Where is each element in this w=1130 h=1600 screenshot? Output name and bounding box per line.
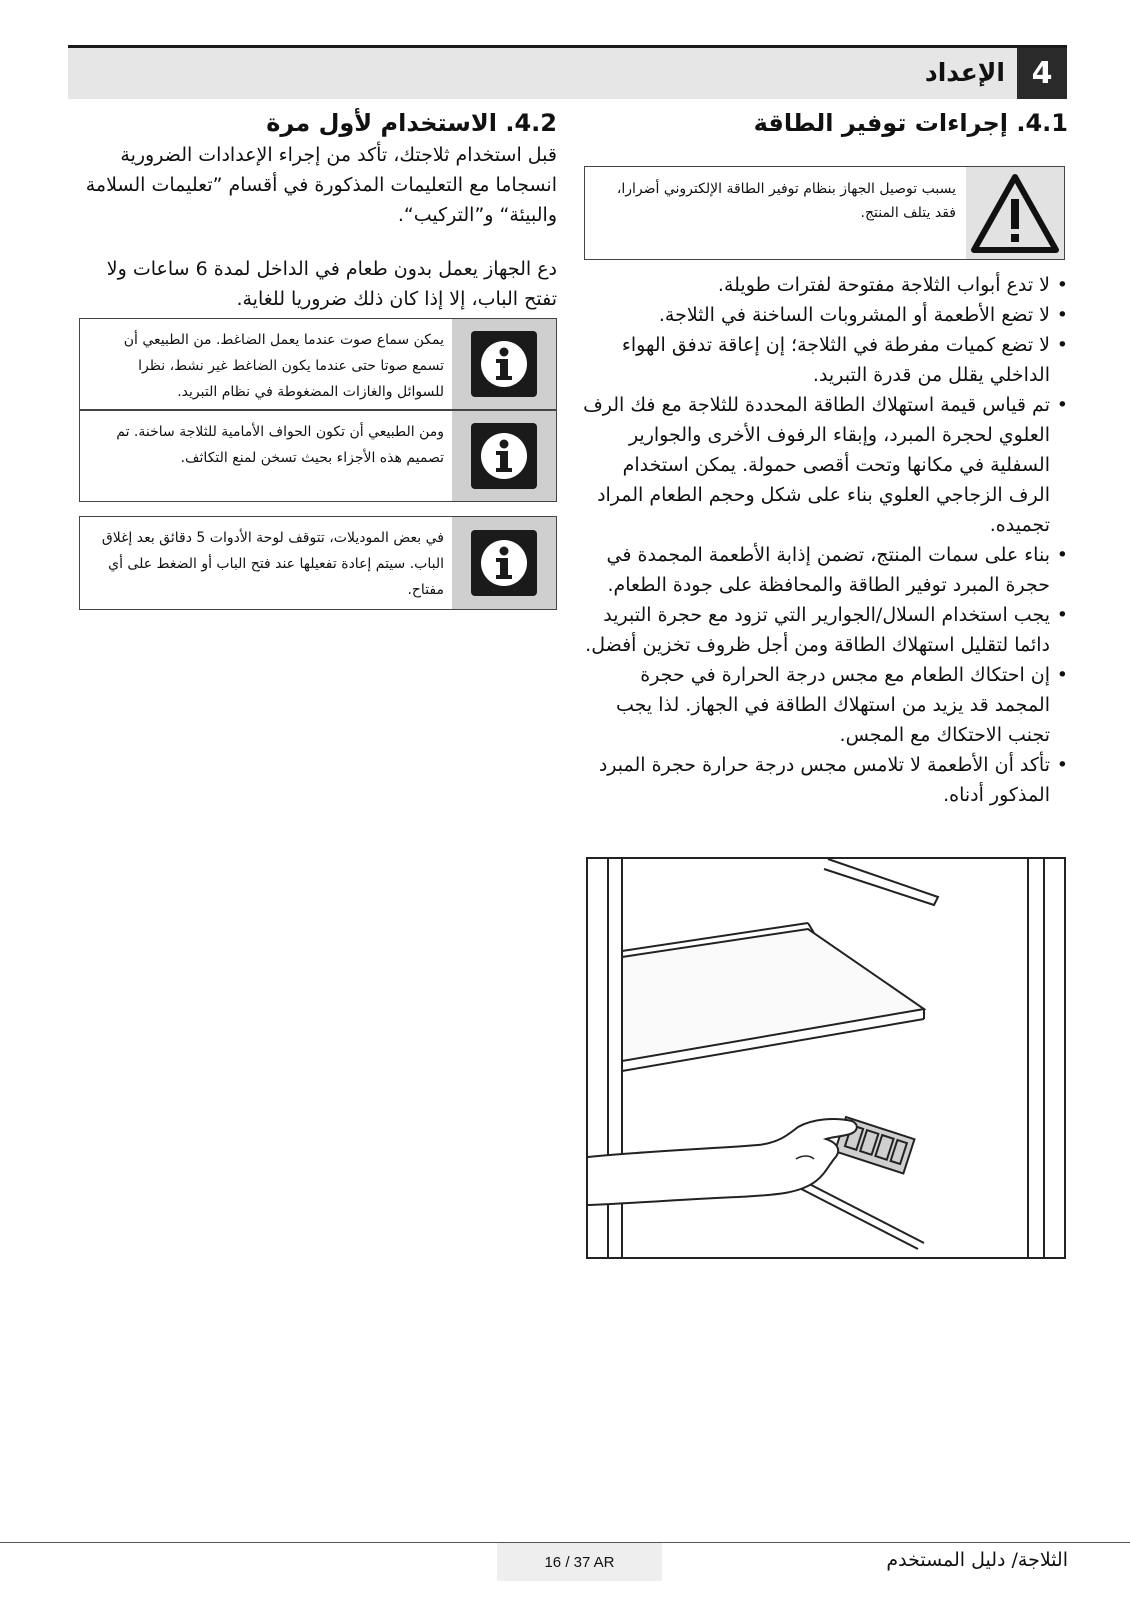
warning-box [584, 166, 1065, 260]
info-icon-cell [452, 517, 556, 609]
warning-icon-cell [966, 167, 1064, 259]
footer-doc-title: الثلاجة/ دليل المستخدم [886, 1549, 1068, 1571]
warning-text: يسبب توصيل الجهاز بنظام توفير الطاقة الإلكتروني أضرارا، فقد يتلف المنتج. [616, 181, 956, 221]
list-item: • تم قياس قيمة استهلاك الطاقة المحددة للثلاجة مع فك الرف العلوي لحجرة المبرد، وإبقاء الرفوف الأخرى والجوارير السفلية في مكانها وتحت أقصى حمولة. يمكن استخدام الرف الزجاجي العلوي بناء على شكل وحجم الطعام المراد تجميده. [580, 390, 1068, 540]
energy-saving-list [580, 270, 1068, 810]
first-use-wait-text: دع الجهاز يعمل بدون طعام في الداخل لمدة 6 ساعات ولا تفتح الباب، إلا إذا كان ذلك ضروريا للغاية. [106, 258, 557, 310]
fridge-interior-sensor-illustration [588, 859, 1064, 1257]
list-item: • يجب استخدام السلال/الجوارير التي تزود مع حجرة التبريد دائما لتقليل استهلاك الطاقة ومن أجل ظروف تخزين أفضل. [580, 600, 1068, 660]
info-icon [471, 331, 537, 397]
section-4-2-title: 4.2. الاستخدام لأول مرة [266, 109, 557, 137]
chapter-number: 4 [1017, 48, 1067, 99]
page-number: 16 / 37 AR [497, 1543, 662, 1581]
warning-triangle-icon [969, 171, 1061, 255]
info-icon [471, 423, 537, 489]
info-icon [471, 530, 537, 596]
energy-saving-list-container [580, 270, 1068, 810]
info-box-compressor [79, 318, 557, 410]
info-box-front-edges [79, 410, 557, 502]
info-box-control-panel [79, 516, 557, 610]
info-icon-cell [452, 411, 556, 501]
info-text-front-edges: ومن الطبيعي أن تكون الحواف الأمامية للثلاجة ساخنة. تم تصميم هذه الأجزاء بحيث تسخن لمنع التكاثف. [116, 424, 444, 466]
fridge-interior-illustration [586, 857, 1066, 1259]
info-text-control-panel: في بعض الموديلات، تتوقف لوحة الأدوات 5 دقائق بعد إغلاق الباب. سيتم إعادة تفعيلها عند فتح الباب أو الضغط على أي مفتاح. [101, 530, 444, 598]
list-item: • لا تضع كميات مفرطة في الثلاجة؛ إن إعاقة تدفق الهواء الداخلي يقلل من قدرة التبريد. [580, 330, 1068, 390]
list-item: • إن احتكاك الطعام مع مجس درجة الحرارة في حجرة المجمد قد يزيد من استهلاك الطاقة في الجهاز. لذا يجب تجنب الاحتكاك مع المجس. [580, 660, 1068, 750]
info-text-compressor: يمكن سماع صوت عندما يعمل الضاغط. من الطبيعي أن تسمع صوتا حتى عندما يكون الضاغط غير نشط، نظرا للسوائل والغازات المضغوطة في نظام التبريد. [123, 332, 444, 400]
section-4-1-title: 4.1. إجراءات توفير الطاقة [753, 109, 1068, 137]
first-use-intro: قبل استخدام ثلاجتك، تأكد من إجراء الإعدادات الضرورية انسجاما مع التعليمات المذكورة في أقسام ”تعليمات السلامة والبيئة“ و”التركيب“. [85, 144, 557, 226]
info-icon-cell [452, 319, 556, 409]
list-item: • لا تدع أبواب الثلاجة مفتوحة لفترات طويلة. [580, 270, 1068, 300]
chapter-header [68, 45, 1067, 99]
list-item: • بناء على سمات المنتج، تضمن إذابة الأطعمة المجمدة في حجرة المبرد توفير الطاقة والمحافظة على جودة الطعام. [580, 540, 1068, 600]
list-item: • تأكد أن الأطعمة لا تلامس مجس درجة حرارة حجرة المبرد المذكور أدناه. [580, 750, 1068, 810]
chapter-title: الإعداد [924, 58, 1005, 87]
list-item: • لا تضع الأطعمة أو المشروبات الساخنة في الثلاجة. [580, 300, 1068, 330]
